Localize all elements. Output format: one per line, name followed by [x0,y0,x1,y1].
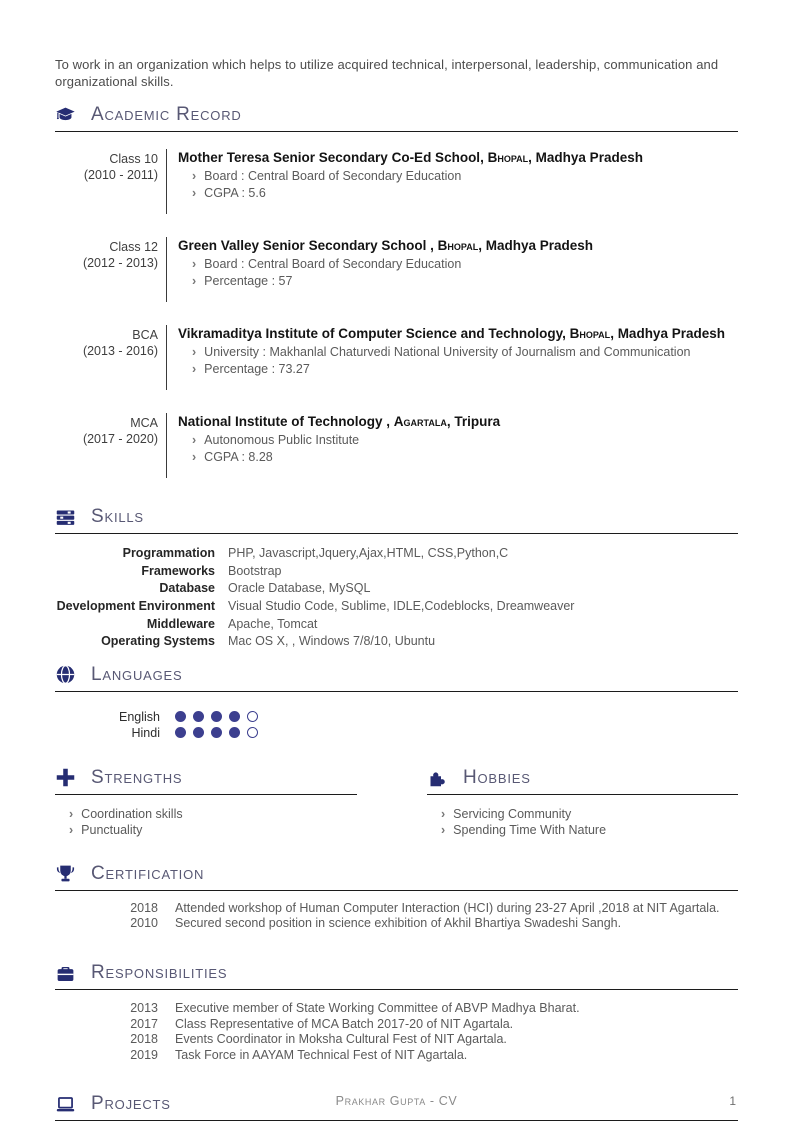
entry-title: Green Valley Senior Secondary School , Bhopal, Madhya Pradesh [178,238,593,254]
footer-document-name: Prakhar Gupta - CV [335,1094,458,1108]
skills-table [55,545,738,651]
section-hobbies [427,767,738,839]
academic-entry [55,149,738,214]
languages-title: Languages [91,663,183,685]
entry-city: Bhopal [487,150,529,166]
hobbies-items [427,806,738,839]
skills-header [55,506,738,534]
item-text: Events Coordinator in Moksha Cultural Fest of NIT Agartala. [175,1032,507,1047]
responsibilities-title: Responsibilities [91,962,228,983]
entry-bullet: › Percentage : 73.27 [192,361,310,376]
responsibility-item [55,1032,738,1048]
languages-header [55,664,738,692]
level-dot-filled [193,711,204,722]
item-text: Task Force in AAYAM Technical Fest of NIT Agartala. [175,1047,468,1062]
entry-degree: Class 12 [109,240,158,255]
entry-degree-dates [55,149,158,214]
entry-bullets [178,344,725,377]
academic-record-header [55,104,738,132]
item-year: 2018 [130,1032,158,1047]
level-dot-filled [211,727,222,738]
entry-body [166,149,643,214]
strengths-hobbies-row [55,767,738,839]
entry-body [166,237,593,302]
entry-dates: (2010 - 2011) [83,168,158,183]
level-dot-filled [229,727,240,738]
responsibility-item [55,1001,738,1017]
entry-dates: (2017 - 2020) [82,432,158,447]
section-strengths [55,767,357,839]
globe-icon [55,664,76,685]
entry-bullet: › Board : Central Board of Secondary Education [192,257,462,272]
entry-bullet: › CGPA : 5.6 [192,185,266,200]
strength-item: › Punctuality [69,823,143,838]
entry-bullet: › Percentage : 57 [192,273,293,288]
item-text: Executive member of State Working Committee of ABVP Madhya Bharat. [175,1001,580,1015]
entry-bullets [178,432,500,465]
entry-title: Vikramaditya Institute of Computer Science and Technology, Bhopal, Madhya Pradesh [178,326,725,342]
level-dot-filled [193,727,204,738]
certification-items [55,901,738,932]
chevron-right-icon: › [192,433,197,448]
item-text: Secured second position in science exhibition of Akhil Bhartiya Swadeshi Sangh. [175,916,622,931]
entry-bullet: › Autonomous Public Institute [192,433,360,448]
level-dot-filled [229,711,240,722]
entry-degree-dates [55,325,158,390]
strengths-title: Strengths [91,766,183,788]
certification-header [55,863,738,891]
level-dot-filled [175,711,186,722]
entry-dates: (2012 - 2013) [82,256,158,271]
entry-degree: Class 10 [109,152,158,167]
academic-record-title: Academic Record [91,104,242,126]
entry-city: Bhopal [569,326,611,342]
item-year: 2019 [130,1047,158,1062]
academic-entry [55,237,738,302]
entry-degree-dates [55,413,158,478]
item-year: 2018 [130,900,158,915]
hobby-item: › Servicing Community [441,806,572,821]
level-dot-filled [211,711,222,722]
page-footer [55,1094,738,1110]
skill-row: Programmation PHP, Javascript,Jquery,Ajax,HTML, CSS,Python,C [122,546,509,561]
strengths-items [55,806,357,839]
language-rows [55,709,738,741]
footer-page-number: 1 [729,1094,736,1108]
entry-body [166,325,725,390]
chevron-right-icon: › [192,273,197,288]
skill-row: Middleware Apache, Tomcat [146,616,318,631]
entry-title: National Institute of Technology , Agartala, Tripura [178,414,501,430]
entry-degree: MCA [130,416,158,431]
hobbies-header [427,767,738,795]
skills-title: Skills [91,506,144,528]
entry-city: Bhopal [437,238,479,254]
chevron-right-icon: › [441,806,446,821]
certification-title: Certification [91,862,205,884]
briefcase-icon [55,963,76,984]
entry-bullets [178,256,593,289]
chevron-right-icon: › [192,361,197,376]
chevron-right-icon: › [192,449,197,464]
item-year: 2017 [130,1016,158,1031]
language-row [55,709,738,725]
entry-bullets [178,168,643,201]
language-name: Hindi [131,725,160,740]
chevron-right-icon: › [192,345,197,360]
academic-entry [55,413,738,478]
entry-degree: BCA [132,328,158,343]
chevron-right-icon: › [69,806,74,821]
chevron-right-icon: › [69,823,74,838]
item-text: Class Representative of MCA Batch 2017-20 of NIT Agartala. [175,1016,514,1031]
strength-item: › Coordination skills [69,806,183,821]
academic-entry [55,325,738,390]
entry-dates: (2013 - 2016) [82,344,158,359]
responsibilities-items [55,1001,738,1063]
section-responsibilities [55,962,738,1063]
strengths-header [55,767,357,795]
puzzle-piece-icon [427,767,448,788]
item-year: 2010 [130,916,158,931]
chevron-right-icon: › [192,185,197,200]
sliders-icon [55,507,76,528]
chevron-right-icon: › [441,823,446,838]
entry-body [166,413,500,478]
chevron-right-icon: › [192,257,197,272]
section-academic-record [55,104,738,478]
entry-bullet: › Board : Central Board of Secondary Education [192,169,462,184]
graduation-cap-icon [55,105,76,126]
level-dot-filled [175,727,186,738]
entry-title: Mother Teresa Senior Secondary Co-Ed School, Bhopal, Madhya Pradesh [178,150,643,166]
entry-degree-dates [55,237,158,302]
item-year: 2013 [130,1001,158,1015]
projects-title: Projects [91,1093,171,1115]
skill-row: Development Environment Visual Studio Code, Sublime, IDLE,Codeblocks, Dreamweaver [56,599,575,614]
entry-city: Agartala [393,414,447,430]
responsibility-item [55,1017,738,1033]
level-dot-empty [247,727,258,738]
trophy-icon [55,863,76,884]
language-name: English [119,709,160,724]
skill-row: Database Oracle Database, MySQL [159,581,371,596]
skill-row: Frameworks Bootstrap [141,563,282,578]
section-certification [55,863,738,932]
section-languages [55,664,738,741]
language-row [55,725,738,741]
certification-item [55,901,738,917]
certification-item [55,916,738,932]
section-skills [55,506,738,651]
academic-entries [55,149,738,478]
level-dot-empty [247,711,258,722]
responsibility-item [55,1048,738,1064]
objective-text: To work in an organization which helps to utilize acquired technical, interpersonal, leadership, communication and organizational skills. [55,57,719,89]
entry-bullet: › University : Makhanlal Chaturvedi National University of Journalism and Communication [192,345,691,360]
entry-bullet: › CGPA : 8.28 [192,449,273,464]
responsibilities-header [55,962,738,990]
language-level-dots [175,727,258,738]
skill-row: Operating Systems Mac OS X, , Windows 7/8/10, Ubuntu [101,634,436,649]
language-level-dots [175,711,258,722]
item-text: Attended workshop of Human Computer Interaction (HCI) during 23-27 April ,2018 at NIT Agartala. [175,900,720,915]
hobbies-title: Hobbies [463,766,531,788]
chevron-right-icon: › [192,169,197,184]
plus-icon [55,767,76,788]
hobby-item: › Spending Time With Nature [441,823,607,838]
